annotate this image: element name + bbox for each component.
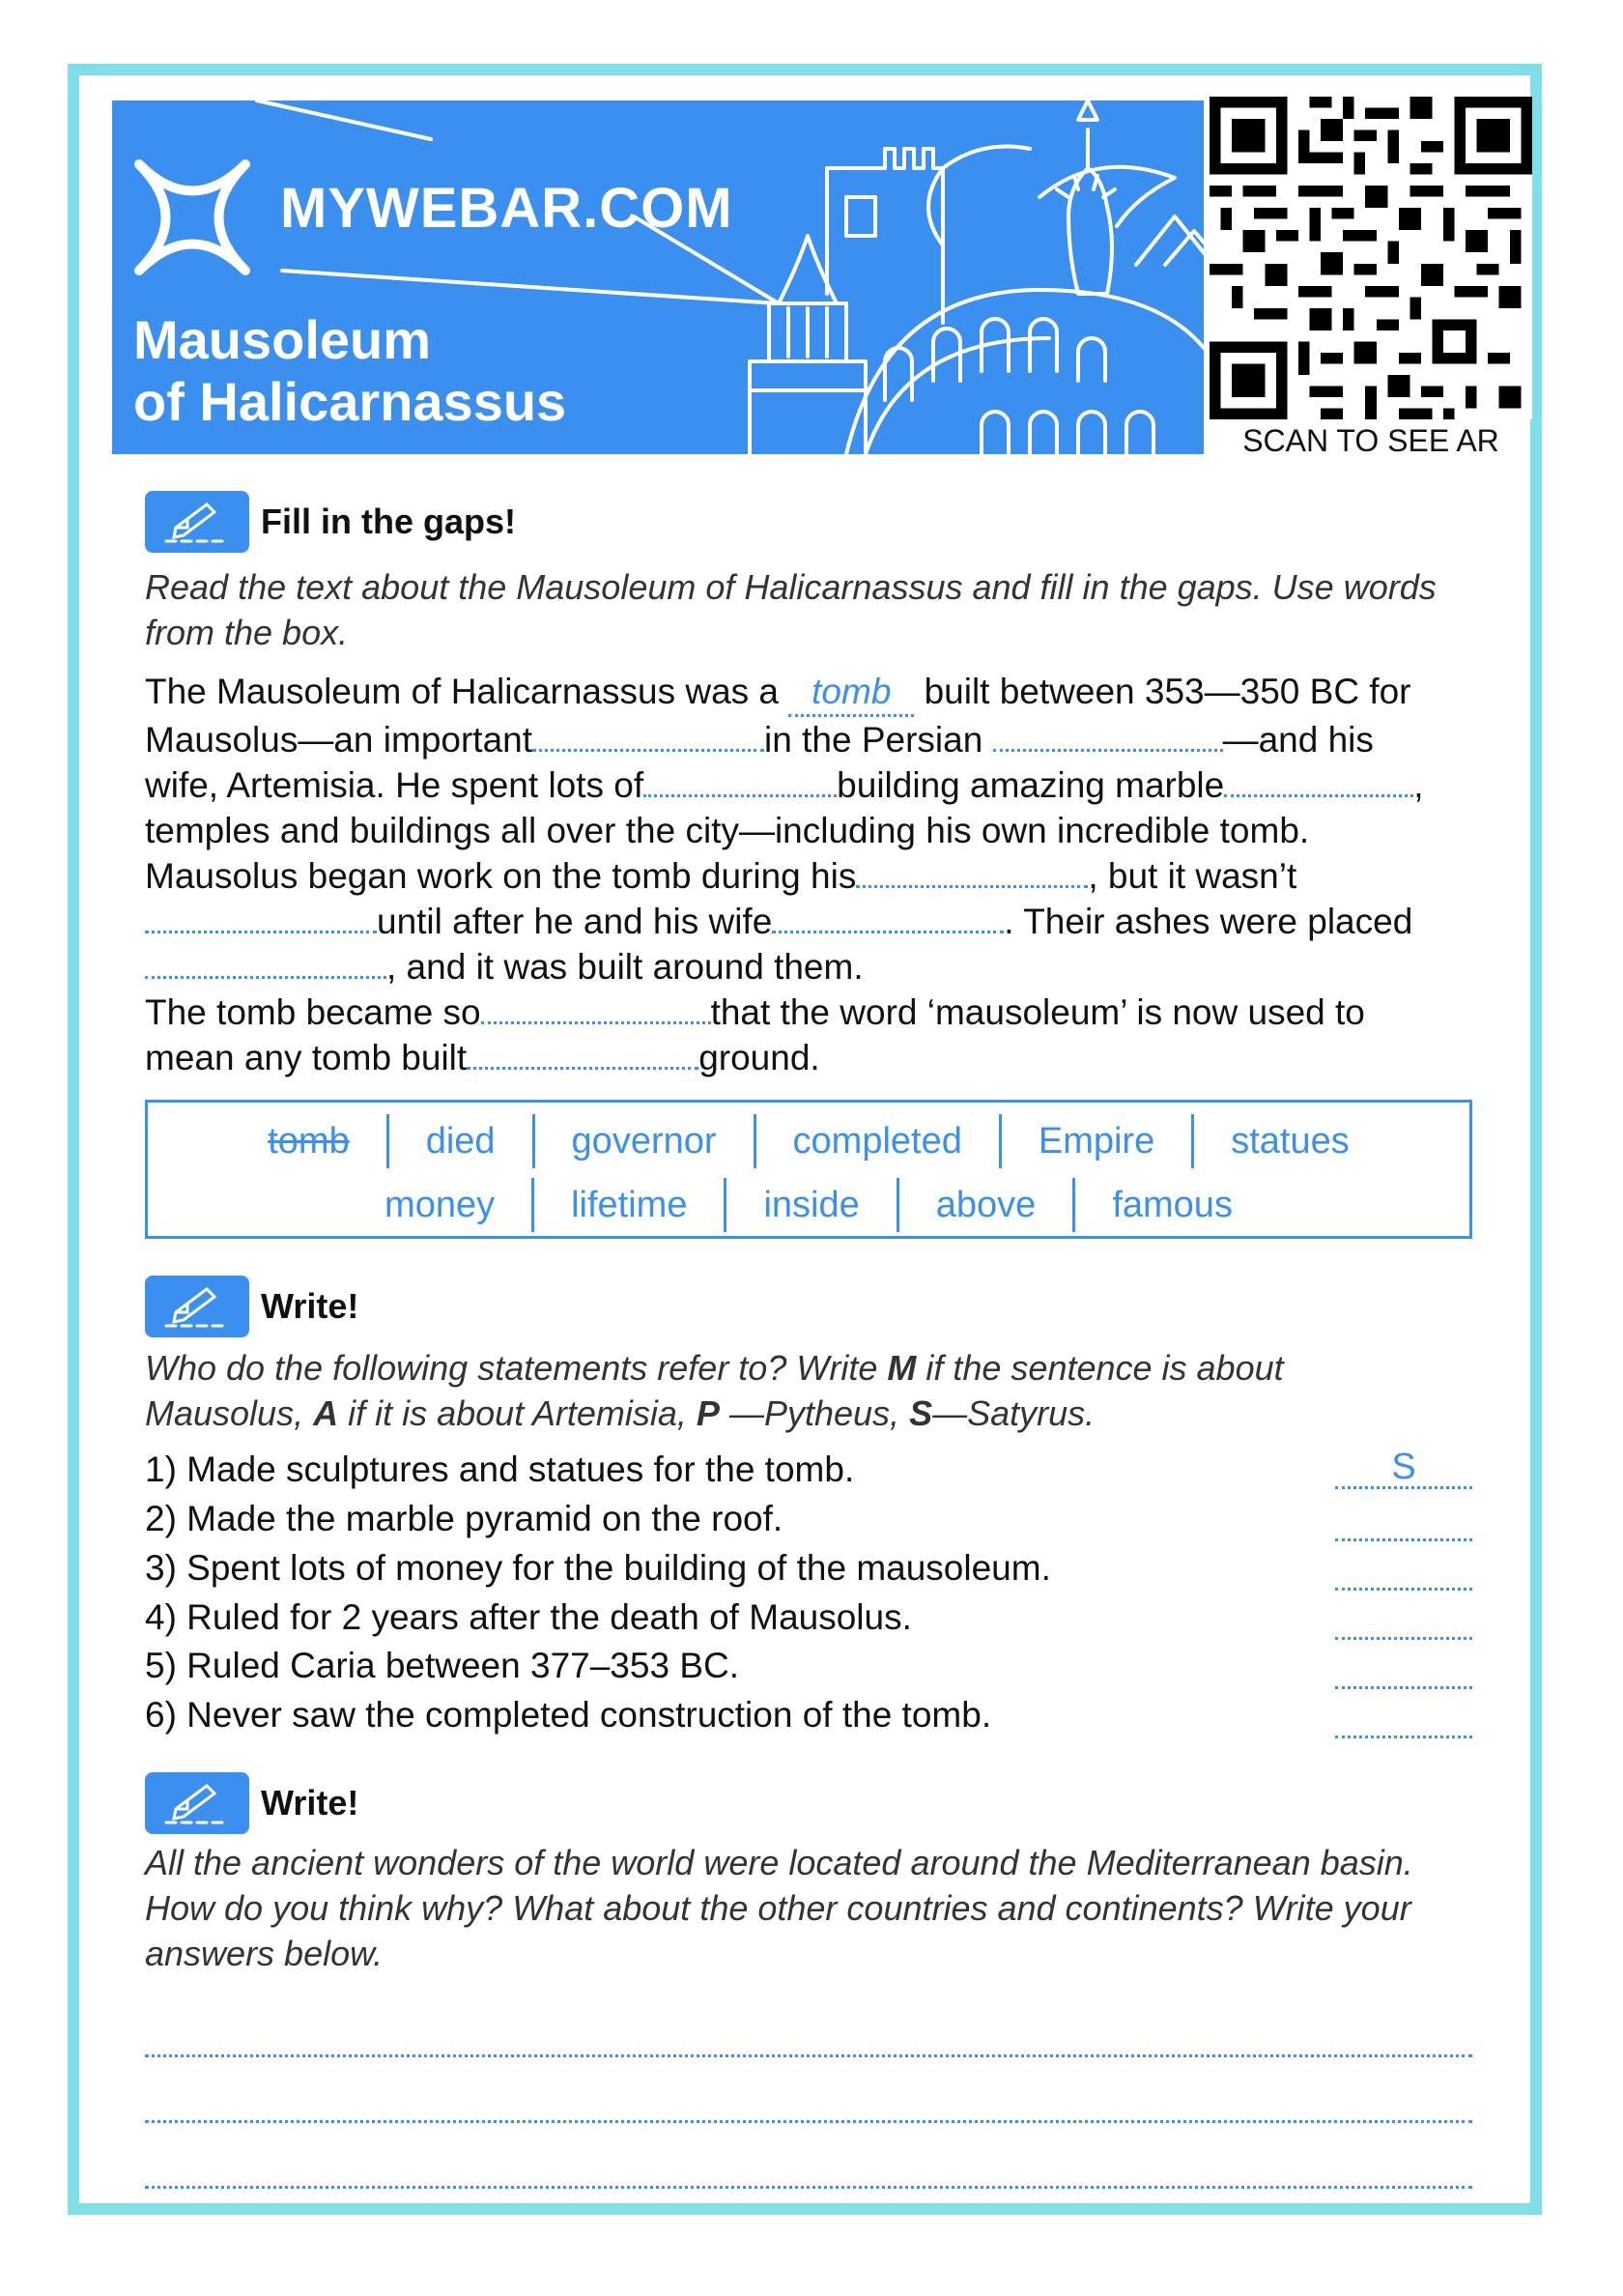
text-fragment: , <box>1413 765 1424 805</box>
word-item: statues <box>1231 1120 1350 1162</box>
text-fragment: if it is about Artemisia, <box>348 1393 687 1433</box>
text-fragment: in the Persian <box>764 720 983 760</box>
text-line <box>145 853 1517 899</box>
text-line <box>145 899 1517 944</box>
text-fragment: , and it was built around them. <box>386 947 864 987</box>
text-fragment: Mausolus began work on the tomb during his <box>145 856 857 896</box>
word-item: Empire <box>1038 1120 1155 1162</box>
answer-line[interactable] <box>145 2120 1472 2123</box>
scan-label: SCAN TO SEE AR <box>1242 423 1499 458</box>
section-instruction: All the ancient wonders of the world were located around the Mediterranean basin. How do you think why? What about the other countries and continents? Write your answers below. <box>145 1843 1413 1973</box>
instruction-line <box>145 1391 1497 1436</box>
text-fragment: —Pytheus, <box>728 1393 900 1433</box>
word-item: above <box>935 1184 1037 1225</box>
answer-gap[interactable] <box>856 856 1088 888</box>
text-fragment: if the sentence is about <box>925 1348 1284 1388</box>
word-item: completed <box>792 1120 962 1162</box>
answer-gap[interactable] <box>145 902 377 933</box>
answer-gap[interactable] <box>772 902 1004 933</box>
pencil-ruler-icon <box>145 491 249 553</box>
statement: 6) Never saw the completed construction of the tomb. <box>145 1695 992 1735</box>
statement-answer[interactable] <box>1335 1549 1472 1591</box>
text-fragment: —Satyrus. <box>932 1393 1096 1433</box>
text-fragment: Mausolus, <box>145 1393 304 1433</box>
text-fragment: that the word ‘mausoleum’ is now used to <box>710 992 1365 1032</box>
section-title: Write! <box>261 1783 359 1822</box>
answer-gap[interactable] <box>467 1038 698 1070</box>
letter-s: S <box>909 1393 933 1433</box>
statement-answer[interactable] <box>1335 1648 1472 1689</box>
text-line <box>145 944 1517 990</box>
mywebar-logo-icon <box>129 155 255 280</box>
text-line <box>145 717 1517 762</box>
word-item: died <box>425 1120 496 1162</box>
text-line <box>145 990 1517 1035</box>
page-title-line2: of Halicarnassus <box>133 371 567 432</box>
text-fragment: built between 353—350 BC for <box>924 672 1411 711</box>
answer-line[interactable] <box>145 2054 1472 2057</box>
statement: 3) Spent lots of money for the building of the mausoleum. <box>145 1548 1051 1588</box>
instruction-line <box>145 1345 1497 1391</box>
word-row <box>148 1176 1469 1234</box>
section-instruction <box>145 1345 1497 1436</box>
statement: 5) Ruled Caria between 377–353 BC. <box>145 1646 739 1685</box>
text-fragment: , but it wasn’t <box>1088 856 1297 896</box>
word-row <box>148 1112 1469 1170</box>
section-instruction: Read the text about the Mausoleum of Halicarnassus and fill in the gaps. Use words from the box. <box>145 567 1437 652</box>
answer-gap[interactable] <box>1224 765 1413 797</box>
word-box <box>145 1100 1472 1239</box>
answer-line[interactable] <box>145 2186 1472 2189</box>
word-item: famous <box>1112 1184 1233 1225</box>
statement: 1) Made sculptures and statues for the tomb. <box>145 1449 855 1489</box>
text-fragment: —and his <box>1222 720 1374 760</box>
statement-answer[interactable] <box>1335 1697 1472 1738</box>
statement-answer[interactable]: S <box>1335 1448 1472 1489</box>
word-item: money <box>384 1184 496 1225</box>
section-fill-gaps-header <box>145 491 516 553</box>
answer-gap[interactable] <box>145 947 386 979</box>
text-line <box>145 669 1517 717</box>
letter-a: A <box>313 1393 339 1433</box>
text-fragment: wife, Artemisia. He spent lots of <box>145 765 644 805</box>
gap-fill-text <box>145 669 1517 1080</box>
header-banner <box>112 100 1204 454</box>
text-line <box>145 762 1517 808</box>
word-item: governor <box>571 1120 717 1162</box>
pencil-ruler-icon <box>145 1276 249 1337</box>
word-item: tomb <box>268 1120 350 1162</box>
statement-answer[interactable] <box>1335 1500 1472 1541</box>
text-line: temples and buildings all over the city—including his own incredible tomb. <box>145 811 1310 850</box>
text-fragment: Who do the following statements refer to? Write <box>145 1348 878 1388</box>
qr-code[interactable] <box>1210 97 1532 419</box>
text-fragment: Mausolus—an important <box>145 720 533 760</box>
statement: 2) Made the marble pyramid on the roof. <box>145 1499 783 1538</box>
answer-gap[interactable] <box>532 720 764 752</box>
text-line <box>145 1035 1517 1080</box>
answer-gap[interactable] <box>993 720 1223 752</box>
word-item: inside <box>763 1184 860 1225</box>
section-title: Fill in the gaps! <box>261 502 517 541</box>
section-write-header <box>145 1276 358 1337</box>
text-fragment: building amazing marble <box>837 765 1225 805</box>
page-title-line1: Mausoleum <box>133 309 432 370</box>
letter-m: M <box>887 1348 917 1388</box>
text-fragment: until after he and his wife <box>377 902 773 941</box>
page-title <box>133 309 566 433</box>
brand-name: MYWEBAR.COM <box>280 177 733 240</box>
text-fragment: ground. <box>698 1038 820 1077</box>
answer-gap[interactable] <box>643 765 837 797</box>
answer-gap[interactable] <box>481 992 711 1024</box>
text-fragment: mean any tomb built <box>145 1038 468 1077</box>
word-item: lifetime <box>571 1184 688 1225</box>
statement: 4) Ruled for 2 years after the death of Mausolus. <box>145 1597 912 1637</box>
letter-p: P <box>696 1393 720 1433</box>
text-fragment: The tomb became so <box>145 992 481 1032</box>
section-title: Write! <box>261 1286 359 1326</box>
pencil-ruler-icon <box>145 1772 249 1834</box>
example-gap: tomb <box>788 669 914 717</box>
statement-answer[interactable] <box>1335 1598 1472 1640</box>
text-fragment: . Their ashes were placed <box>1004 902 1413 941</box>
section-write-header-2 <box>145 1772 358 1834</box>
text-fragment: The Mausoleum of Halicarnassus was a <box>145 672 780 711</box>
